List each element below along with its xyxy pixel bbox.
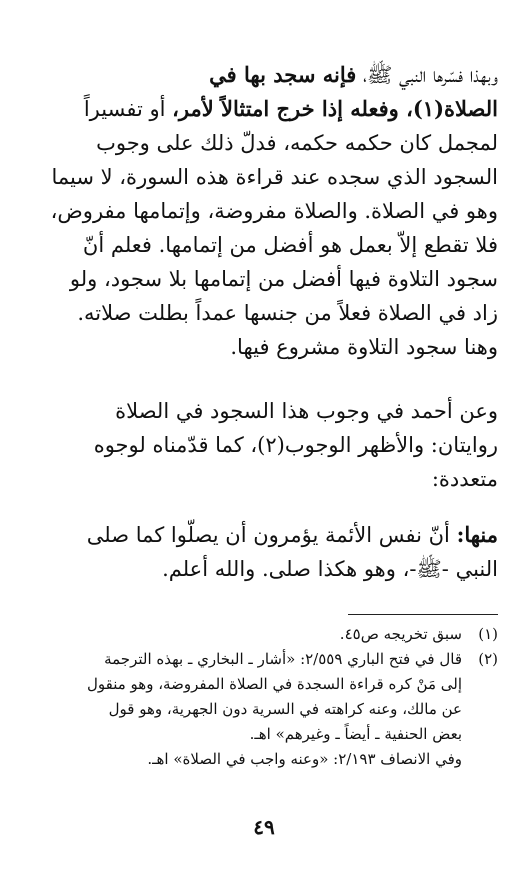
footnote-separator bbox=[348, 614, 498, 615]
text-line: وهنا سجود التلاوة مشروع فيها. bbox=[230, 335, 498, 359]
bold-span: الصلاة(١)، وفعله إذا خرج امتثالاً لأمر، bbox=[172, 96, 498, 121]
text-line: وعن أحمد في وجوب هذا السجود في الصلاة bbox=[115, 399, 498, 423]
text-line: فلا تقطع إلاّ بعمل هو أفضل من إتمامها. فعلم أنّ bbox=[82, 233, 498, 257]
footnote-text: بعض الحنفية ـ أيضاً ـ وغيرهم» اهـ. bbox=[249, 725, 462, 743]
footnote-text: قال في فتح الباري ٢/٥٥٩: «أشار ـ البخاري ـ بهذه الترجمة bbox=[104, 650, 462, 668]
text-line: وهو في الصلاة. والصلاة مفروضة، وإتمامها مفروض، bbox=[50, 199, 498, 223]
footnote-text: عن مالك، وعنه كراهته في السرية دون الجهرية، وهو قول bbox=[108, 700, 462, 718]
text-line: روايتان: والأظهر الوجوب(٢)، كما قدّمناه لوجوه bbox=[93, 433, 498, 457]
bold-span: منها: bbox=[456, 522, 498, 547]
text-line: سجود التلاوة فيها أفضل من إتمامها بلا سجود، ولو bbox=[69, 267, 498, 291]
paragraph-2 bbox=[30, 394, 498, 496]
text-line bbox=[30, 58, 498, 92]
text-line bbox=[30, 518, 498, 552]
footnote-text: إلى مَنْ كره قراءة السجدة في الصلاة المفروضة، وهو منقول bbox=[86, 675, 462, 693]
text-line: متعددة: bbox=[431, 467, 498, 491]
footnote-number: (٢) bbox=[478, 650, 498, 668]
text-line: لمجمل كان حكمه حكمه، فدلّ ذلك على وجوب bbox=[96, 131, 498, 155]
footnote-1 bbox=[30, 622, 498, 647]
footnote-number: (١) bbox=[478, 625, 498, 643]
text-span: أنّ نفس الأئمة يؤمرون أن يصلّوا كما صلى bbox=[86, 523, 457, 547]
text-line: زاد في الصلاة فعلاً من جنسها عمداً بطلت صلاته. bbox=[77, 301, 498, 325]
footnote-2 bbox=[30, 647, 498, 672]
paragraph-3 bbox=[30, 518, 498, 586]
text-line: النبي -ﷺ-، وهو هكذا صلى. والله أعلم. bbox=[162, 557, 498, 581]
page-number: ٤٩ bbox=[253, 815, 275, 839]
footnotes bbox=[30, 622, 498, 772]
footnote-text: سبق تخريجه ص٤٥. bbox=[339, 625, 462, 643]
paragraph-1 bbox=[30, 58, 498, 364]
text-span: أو تفسيراً bbox=[83, 97, 173, 121]
footnote-text: وفي الانصاف ٢/١٩٣: «وعنه واجب في الصلاة» اهـ. bbox=[147, 750, 462, 768]
text-line bbox=[30, 92, 498, 126]
text-span: وبهذا فسّرها النبي ﷺ، bbox=[356, 63, 498, 87]
bold-span: فإنه سجد بها في bbox=[209, 62, 357, 87]
text-line: السجود الذي سجده عند قراءة هذه السورة، لا سيما bbox=[51, 165, 498, 189]
